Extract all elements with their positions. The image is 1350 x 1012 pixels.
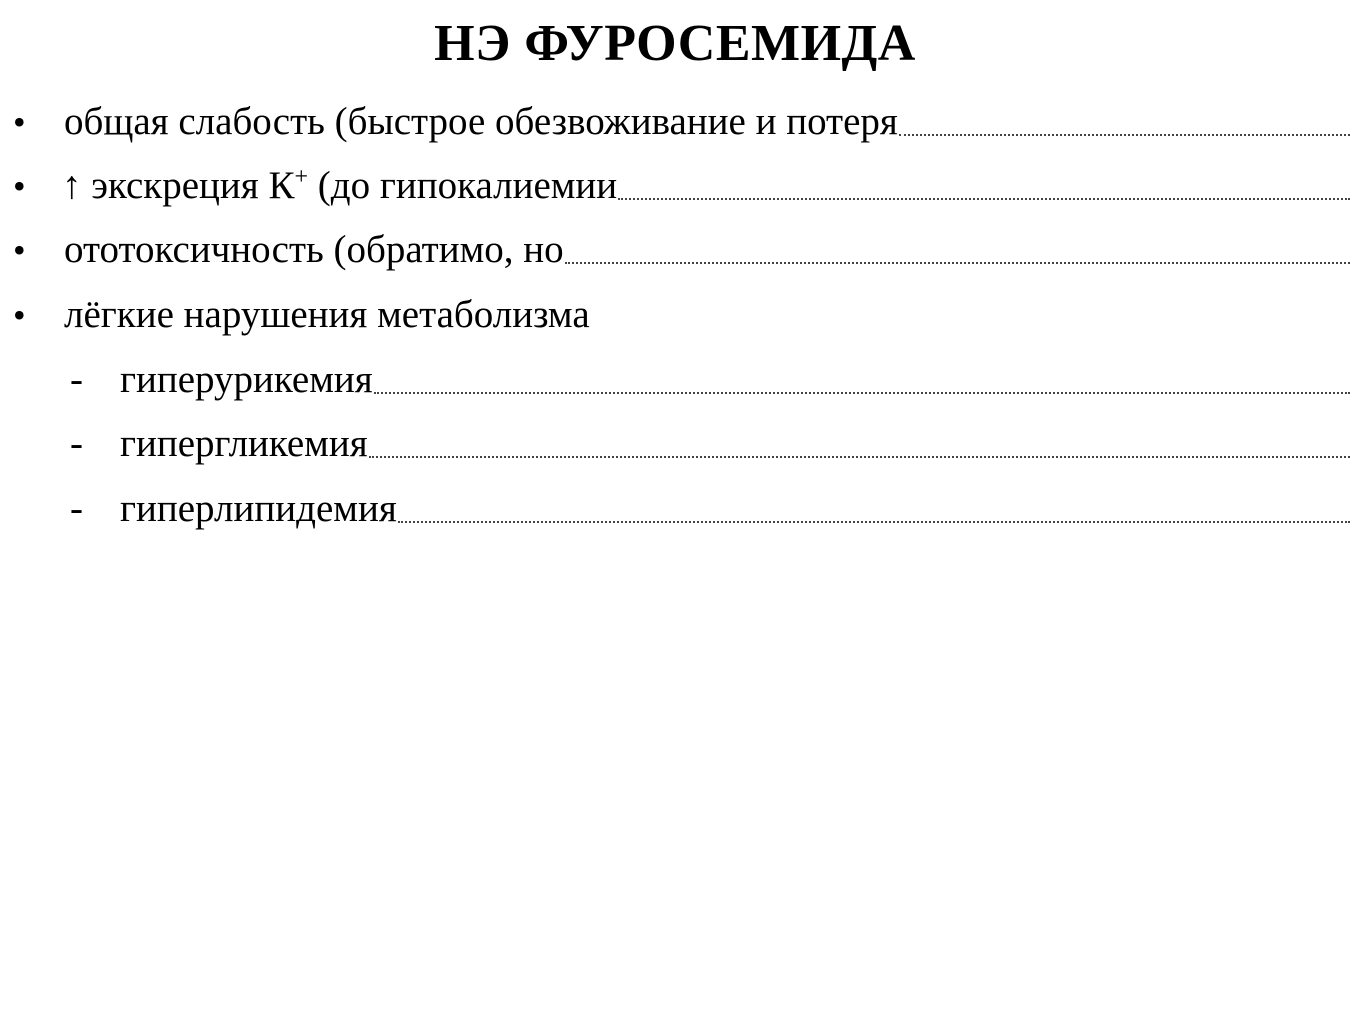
bullet-marker: • xyxy=(13,102,26,142)
sub-list-item-text: гипергликемия xyxy=(120,422,368,465)
list-item-line xyxy=(64,285,1350,345)
list-item-line xyxy=(120,479,1350,539)
list-item-line xyxy=(120,350,1350,410)
sub-list-item xyxy=(0,414,1350,474)
list-item-text: общая слабость (быстрое обезвоживание и потеря xyxy=(64,100,898,143)
list-item-text xyxy=(62,156,617,216)
list-item-line xyxy=(64,92,1350,152)
list-item xyxy=(0,220,1350,280)
list-item-text-end: (до гипокалиемии xyxy=(308,164,618,207)
sub-list-item xyxy=(0,350,1350,410)
dotted-fill-line xyxy=(899,134,1350,136)
sub-list-item-text: гиперурикемия xyxy=(120,358,373,401)
list-item-line xyxy=(64,220,1350,280)
list-item-text: ототоксичность (обратимо, но xyxy=(64,228,564,271)
list-item-line xyxy=(120,414,1350,474)
list-item-text-start: ↑ экскреция К xyxy=(62,164,295,207)
bullet-marker: • xyxy=(13,166,26,206)
list-item xyxy=(0,92,1350,152)
dotted-fill-line xyxy=(374,392,1350,394)
list-item-text: лёгкие нарушения метаболизма xyxy=(64,293,590,336)
dotted-fill-line xyxy=(565,262,1350,264)
sub-list-item xyxy=(0,479,1350,539)
list-item-line xyxy=(62,156,1350,216)
slide-title: НЭ ФУРОСЕМИДА xyxy=(434,15,916,72)
superscript-plus: + xyxy=(294,164,309,190)
dotted-fill-line xyxy=(398,521,1350,523)
dash-marker: - xyxy=(70,487,83,530)
bullet-marker: • xyxy=(13,230,26,270)
dotted-fill-line xyxy=(618,198,1350,200)
bullet-marker: • xyxy=(13,295,26,335)
sub-list-item-text: гиперлипидемия xyxy=(120,487,397,530)
dash-marker: - xyxy=(70,422,83,465)
list-item xyxy=(0,156,1350,216)
dotted-fill-line xyxy=(369,456,1350,458)
list-item xyxy=(0,285,1350,345)
dash-marker: - xyxy=(70,358,83,401)
